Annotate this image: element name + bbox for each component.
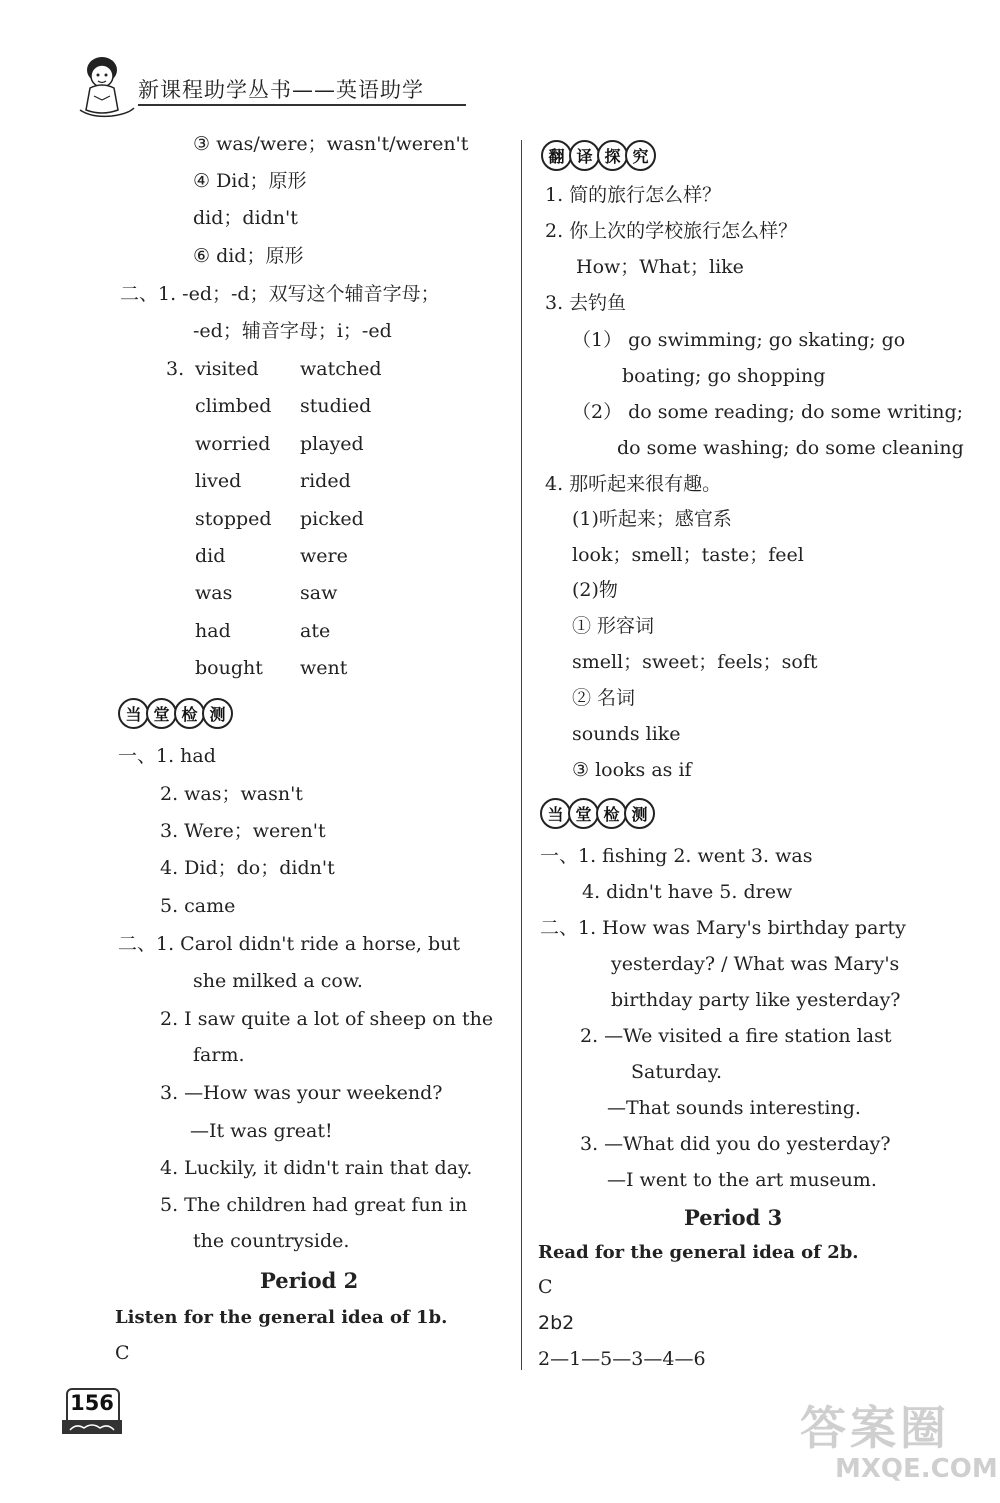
answer-line: 二、1. How was Mary's birthday party [540, 917, 906, 939]
answer-line: —I went to the art museum. [607, 1169, 877, 1191]
section-badge-translate: 翻 译 探 究 [541, 140, 653, 171]
verb-item: saw [300, 582, 338, 604]
answer-line: 3. 去钓鱼 [545, 292, 627, 314]
verb-item: was [195, 582, 233, 604]
verb-item: had [195, 620, 231, 642]
verb-item: picked [300, 508, 364, 530]
answer-line: —That sounds interesting. [607, 1097, 861, 1119]
running-header: 新课程助学丛书——英语助学 [138, 78, 424, 102]
answer-line: 2. was；wasn't [160, 783, 303, 805]
decorative-base-icon [62, 1420, 122, 1434]
task-heading: Listen for the general idea of 1b. [115, 1307, 448, 1328]
verb-item: went [300, 657, 348, 679]
answer-line: (1)听起来；感官系 [572, 508, 732, 530]
answer-line: 2. —We visited a fire station last [580, 1025, 892, 1047]
page-number-badge [62, 1378, 124, 1440]
answer-line: （2） do some reading; do some writing; [572, 401, 964, 423]
answer-line: 2—1—5—3—4—6 [538, 1348, 706, 1370]
answer-line: she milked a cow. [193, 970, 363, 992]
answer-line: 4. 那听起来很有趣。 [545, 473, 722, 495]
verb-item: stopped [195, 508, 272, 530]
page-number: 156 [70, 1391, 114, 1415]
answer-line: ② 名词 [572, 687, 636, 709]
answer-line: 一、1. fishing 2. went 3. was [540, 845, 813, 867]
answer-line: the countryside. [193, 1230, 350, 1252]
answer-line: C [115, 1342, 130, 1364]
column-divider [521, 140, 522, 1370]
period-heading: Period 3 [684, 1205, 783, 1230]
answer-line: ⑥ did；原形 [193, 245, 304, 267]
verb-item: visited [195, 358, 259, 380]
verb-item: watched [300, 358, 382, 380]
answer-line: 3. —How was your weekend? [160, 1082, 443, 1104]
answer-line: ③ looks as if [572, 759, 692, 781]
answer-line: 4. Did；do；didn't [160, 857, 335, 879]
exercise-label: 2b2 [538, 1312, 575, 1334]
answer-line: 二、1. -ed；-d；双写这个辅音字母； [120, 283, 440, 305]
verb-item: rided [300, 470, 351, 492]
verb-item: studied [300, 395, 372, 417]
answer-line: 5. came [160, 895, 236, 917]
answer-line: C [538, 1276, 553, 1298]
verb-item: were [300, 545, 348, 567]
answer-line: -ed；辅音字母；i；-ed [193, 320, 392, 342]
answer-line: 二、1. Carol didn't ride a horse, but [118, 933, 461, 955]
answer-line: ① 形容词 [572, 615, 655, 637]
answer-line: 4. Luckily, it didn't rain that day. [160, 1157, 473, 1179]
answer-line: 4. didn't have 5. drew [582, 881, 793, 903]
task-heading: Read for the general idea of 2b. [538, 1242, 859, 1263]
answer-line: sounds like [572, 723, 681, 745]
verb-list-number: 3. [166, 358, 185, 380]
answer-line: How；What；like [576, 256, 744, 278]
header-rule [138, 104, 466, 106]
verb-item: did [195, 545, 226, 567]
answer-line: farm. [193, 1044, 245, 1066]
answer-line: 2. 你上次的学校旅行怎么样？ [545, 220, 798, 242]
answer-line: ③ was/were；wasn't/weren't [193, 133, 469, 155]
verb-item: ate [300, 620, 331, 642]
answer-line: ④ Did；原形 [193, 170, 307, 192]
girl-mascot-icon [72, 52, 138, 122]
answer-line: look；smell；taste；feel [572, 544, 804, 566]
answer-line: 一、1. had [118, 745, 216, 767]
answer-line: smell；sweet；feels；soft [572, 651, 818, 673]
answer-line: 5. The children had great fun in [160, 1194, 468, 1216]
answer-line: 3. Were；weren't [160, 820, 326, 842]
answer-line: did；didn't [193, 207, 298, 229]
section-badge-check: 当 堂 检 测 [118, 698, 230, 729]
answer-line: Saturday. [631, 1061, 723, 1083]
verb-item: worried [195, 433, 271, 455]
answer-line: —It was great! [190, 1120, 333, 1142]
watermark-logo: 答案圈 MXQE.COM [800, 1401, 998, 1484]
answer-line: birthday party like yesterday? [611, 989, 901, 1011]
verb-item: lived [195, 470, 242, 492]
answer-line: yesterday? / What was Mary's [611, 953, 900, 975]
answer-line: 3. —What did you do yesterday? [580, 1133, 891, 1155]
period-heading: Period 2 [260, 1268, 359, 1293]
section-badge-check: 当 堂 检 测 [540, 798, 652, 829]
answer-line: do some washing; do some cleaning [617, 437, 964, 459]
verb-item: played [300, 433, 364, 455]
verb-item: climbed [195, 395, 272, 417]
answer-line: (2)物 [572, 579, 618, 601]
answer-line: 2. I saw quite a lot of sheep on the [160, 1008, 494, 1030]
answer-line: （1） go swimming; go skating; go [572, 329, 906, 351]
verb-item: bought [195, 657, 263, 679]
answer-line: 1. 简的旅行怎么样？ [545, 184, 722, 206]
answer-line: boating; go shopping [622, 365, 826, 387]
